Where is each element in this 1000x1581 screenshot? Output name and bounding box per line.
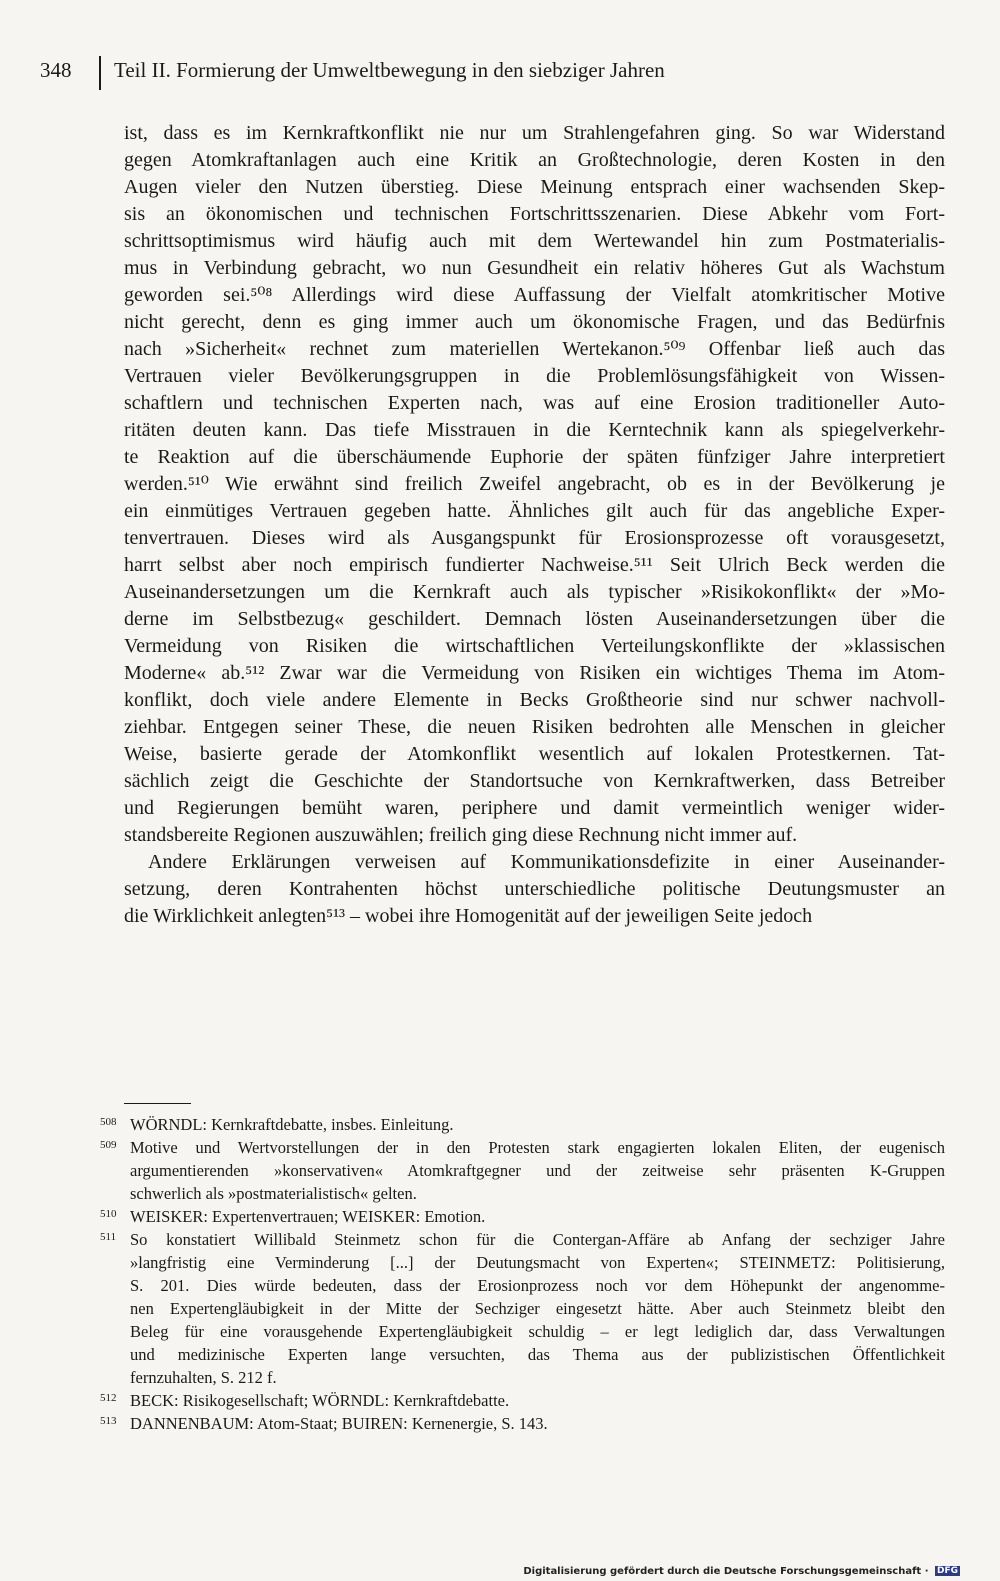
footnote-line: So konstatiert Willibald Steinmetz schon für die Contergan-Affäre ab Anfang der sechziger Jahre xyxy=(130,1230,945,1249)
body-line: sächlich zeigt die Geschichte der Standortsuche von Kernkraftwerken, dass Betreiber xyxy=(124,770,945,792)
footnote-line: DANNENBAUM: Atom-Staat; BUIREN: Kernenergie, S. 143. xyxy=(130,1414,548,1433)
footnote-line: Motive und Wertvorstellungen der in den Protesten stark engagierten lokalen Eliten, der eugenisch xyxy=(130,1138,945,1157)
footnote-line: argumentierenden »konservativen« Atomkraftgegner und der zeitweise sehr präsenten K-Gruppen xyxy=(130,1161,945,1180)
footnote-number: 509 xyxy=(100,1139,117,1151)
body-line: setzung, deren Kontrahenten höchst unterschiedliche politische Deutungsmuster an xyxy=(124,878,945,900)
body-line: ein einmütiges Vertrauen gegeben hatte. Ähnliches gilt auch für das angebliche Exper- xyxy=(124,500,945,522)
body-line: werden.⁵¹⁰ Wie erwähnt sind freilich Zweifel angebracht, ob es in der Bevölkerung je xyxy=(124,473,945,495)
body-line: Vertrauen vieler Bevölkerungsgruppen in die Problemlösungsfähigkeit von Wissen- xyxy=(124,365,945,387)
footnote-line: »langfristig eine Verminderung [...] der Deutungsmacht von Experten«; STEINMETZ: Politisierung, xyxy=(130,1253,945,1272)
body-line: Auseinandersetzungen um die Kernkraft auch als typischer »Risikokonflikt« der »Mo- xyxy=(124,581,945,603)
body-line: Moderne« ab.⁵¹² Zwar war die Vermeidung von Risiken ein wichtiges Thema im Atom- xyxy=(124,662,945,684)
body-line: schrittsoptimismus wird häufig auch mit dem Wertewandel hin zum Postmaterialis- xyxy=(124,230,945,252)
footnote xyxy=(100,1113,945,1136)
footnote-line: WÖRNDL: Kernkraftdebatte, insbes. Einleitung. xyxy=(130,1115,454,1134)
running-title: Teil II. Formierung der Umweltbewegung in den siebziger Jahren xyxy=(114,58,665,82)
footnote-line: BECK: Risikogesellschaft; WÖRNDL: Kernkraftdebatte. xyxy=(130,1391,510,1410)
footnote xyxy=(100,1136,945,1205)
body-line: nicht gerecht, denn es ging immer auch um ökonomische Fragen, und das Bedürfnis xyxy=(124,311,945,333)
body-line: te Reaktion auf die überschäumende Euphorie der späten fünfziger Jahre interpretiert xyxy=(124,446,945,468)
body-line: Weise, basierte gerade der Atomkonflikt wesentlich auf lokalen Protestkernen. Tat- xyxy=(124,743,945,765)
body-line: und Regierungen bemüht waren, periphere und damit vermeintlich weniger wider- xyxy=(124,797,945,819)
footnote-number: 512 xyxy=(100,1392,117,1404)
body-line: geworden sei.⁵⁰⁸ Allerdings wird diese Auffassung der Vielfalt atomkritischer Motive xyxy=(124,284,945,306)
digitization-credit xyxy=(523,1566,960,1577)
footnote-line: fernzuhalten, S. 212 f. xyxy=(130,1368,277,1387)
page-number: 348 xyxy=(40,58,72,82)
body-line: ziehbar. Entgegen seiner These, die neuen Risiken bedrohten alle Menschen in gleicher xyxy=(124,716,945,738)
footnote xyxy=(100,1228,945,1389)
body-line: ritäten deuten kann. Das tiefe Misstrauen in die Kerntechnik kann als spiegelverkehr- xyxy=(124,419,945,441)
footnote-number: 513 xyxy=(100,1415,117,1427)
body-line: Augen vieler den Nutzen überstieg. Diese Meinung entsprach einer wachsenden Skep- xyxy=(124,176,945,198)
footnote xyxy=(100,1205,945,1228)
footnote-line: WEISKER: Expertenvertrauen; WEISKER: Emotion. xyxy=(130,1207,486,1226)
footnote-line: nen Expertengläubigkeit in der Mitte der Sechziger eingesetzt hätte. Aber auch Steinmetz bleibt den xyxy=(130,1299,945,1318)
body-line: nach »Sicherheit« rechnet zum materiellen Wertekanon.⁵⁰⁹ Offenbar ließ auch das xyxy=(124,338,945,360)
header-divider xyxy=(99,56,101,90)
body-line: mus in Verbindung gebracht, wo nun Gesundheit ein relativ höheres Gut als Wachstum xyxy=(124,257,945,279)
body-line: tenvertrauen. Dieses wird als Ausgangspunkt für Erosionsprozesse oft vorausgesetzt, xyxy=(124,527,945,549)
footnote-line: S. 201. Dies würde bedeuten, dass der Erosionprozess noch vor dem Höhepunkt der angenomme- xyxy=(130,1276,945,1295)
footnote-number: 510 xyxy=(100,1208,117,1220)
footnote-number: 508 xyxy=(100,1116,117,1128)
footnote-separator xyxy=(124,1103,191,1104)
body-line: gegen Atomkraftanlagen auch eine Kritik an Großtechnologie, deren Kosten in den xyxy=(124,149,945,171)
footnote-line: und medizinische Experten lange versuchten, das Thema aus der publizistischen Öffentlichkeit xyxy=(130,1345,945,1364)
body-line: standsbereite Regionen auszuwählen; freilich ging diese Rechnung nicht immer auf. xyxy=(124,824,798,846)
dfg-logo: DFG xyxy=(936,1566,958,1576)
footnote-line: Beleg für eine vorausgehende Expertengläubigkeit schuldig – er legt lediglich dar, dass Verwaltungen xyxy=(130,1322,945,1341)
body-text xyxy=(124,120,945,930)
body-line: harrt selbst aber noch empirisch fundierter Nachweise.⁵¹¹ Seit Ulrich Beck werden die xyxy=(124,554,945,576)
footnote xyxy=(100,1412,945,1435)
body-line: konflikt, doch viele andere Elemente in Becks Großtheorie sind nur schwer nachvoll- xyxy=(124,689,945,711)
body-line: derne im Selbstbezug« geschildert. Demnach lösten Auseinandersetzungen über die xyxy=(124,608,945,630)
body-line: Vermeidung von Risiken die wirtschaftlichen Verteilungskonflikte der »klassischen xyxy=(124,635,945,657)
body-line: schaftlern und technischen Experten nach, was auf eine Erosion traditioneller Auto- xyxy=(124,392,945,414)
footnote-number: 511 xyxy=(100,1231,117,1243)
footnotes xyxy=(100,1113,945,1435)
footnote xyxy=(100,1389,945,1412)
footnote-line: schwerlich als »postmaterialistisch« gelten. xyxy=(130,1184,417,1203)
body-line: die Wirklichkeit anlegten⁵¹³ – wobei ihre Homogenität auf der jeweiligen Seite jedoch xyxy=(124,905,813,927)
credit-text: Digitalisierung gefördert durch die Deutsche Forschungsgemeinschaft · xyxy=(523,1566,929,1577)
body-line: ist, dass es im Kernkraftkonflikt nie nur um Strahlengefahren ging. So war Widerstand xyxy=(124,122,945,144)
body-line: Andere Erklärungen verweisen auf Kommunikationsdefizite in einer Auseinander- xyxy=(148,851,945,873)
body-line: sis an ökonomischen und technischen Fortschrittsszenarien. Diese Abkehr vom Fort- xyxy=(124,203,945,225)
